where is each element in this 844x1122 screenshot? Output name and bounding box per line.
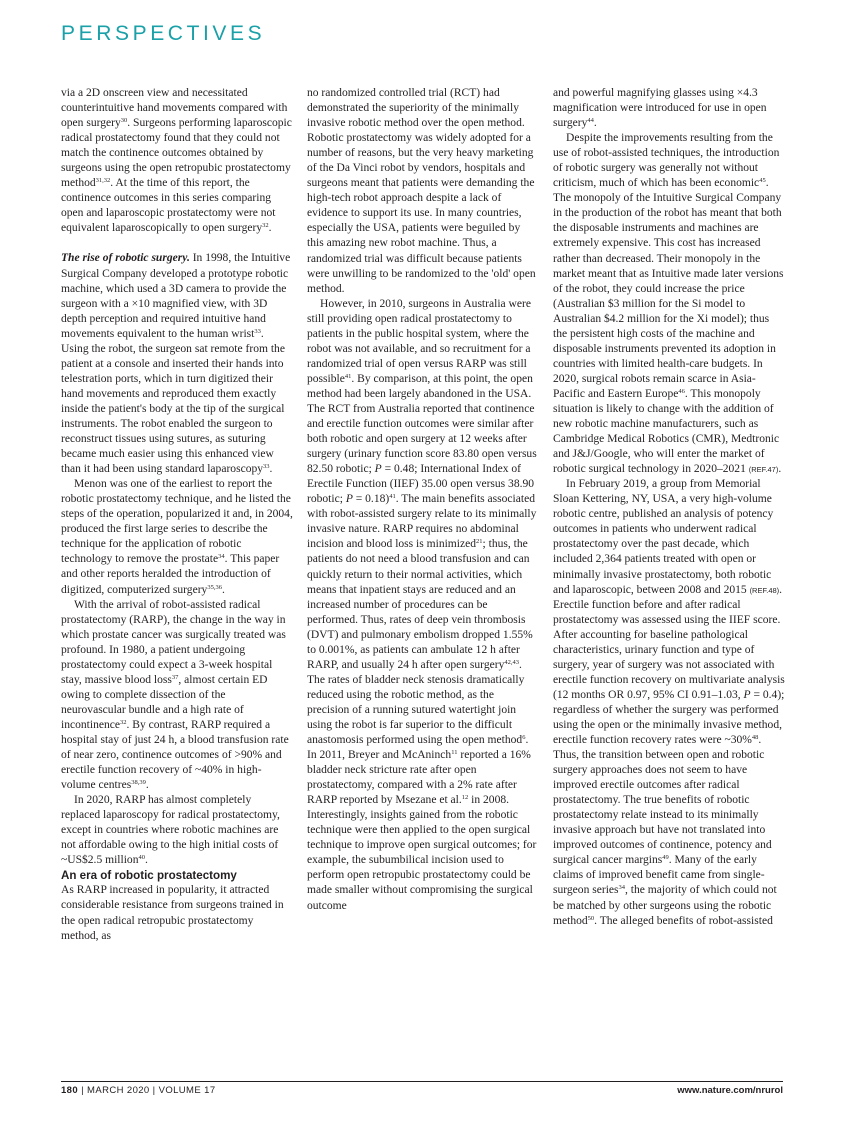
paragraph: The rise of robotic surgery. In 1998, the Intuitive Surgical Company developed a prototype robotic machine, which used a 3D camera to provide the surgeon with a ×10 magnified view, with 3D depth perception and required intuitive hand movements equivalent to the human wrist$^{33}$. Using the robot, the surgeon sat remote from the patient at a console and inserted their hands into telestration ports, which in turn digitized their hand movements and reproduced them exactly inside the patient's body at the tip of the surgical instruments. The robot enabled the surgeon to reconstruct tissues using sutures, as suturing became much easier using this enhanced view than it had been using standard laparoscopy$^{33}$.: [61, 252, 291, 476]
paragraph: However, in 2010, surgeons in Australia were still providing open radical prostatectomy to patients in the public hospital system, where the robot was not available, and so recruitment for a randomized trial of open versus RARP was still possible$^{41}$. By comparison, at this point, the open method had been largely abandoned in the USA. The RCT from Australia reported that continence and erectile function outcomes were similar after both robotic and open surgery at 12 weeks after surgery (urinary function score 83.80 open versus 82.50 robotic; P = 0.48; International Index of Erectile Function (IIEF) 35.00 open versus 38.90 robotic; P = 0.18)$^{41}$. The main benefits associated with robot-assisted surgery relate to its minimally invasive nature. RARP requires no abdominal incision and blood loss is minimized$^{21}$; thus, the patients do not need a blood transfusion and can quickly return to their normal activities, which means that inpatient stays are reduced and an increased number of procedures can be performed. Thus, rates of deep vein thrombosis (DVT) and pulmonary embolism dropped 1.55% to 0.001%, as patients can ambulate 12 h after RARP, and usually 24 h after open surgery$^{42,43}$. The rates of bladder neck stenosis dramatically reduced using the robotic method, as the precision of a running sutured watertight join using the robot is far superior to the difficult anastomosis performed using the open method$^6$. In 2011, Breyer and McAninch$^{11}$ reported a 16% bladder neck stricture rate after open prostatectomy, compared with a 2% rate after RARP reported by Msezane et al.$^{12}$ in 2008. Interestingly, insights gained from the robotic technique were then applied to the open surgical technique to improve open surgical outcomes; for example, the subumbilical incision used to perform open retropubic prostatectomy could be made smaller without compromising the surgical outcome: [307, 297, 537, 912]
paragraph: As RARP increased in popularity, it attracted considerable resistance from surgeons trained in the open radical retropubic prostatectomy method, as: [61, 884, 284, 942]
footer-citation: 180 | MARCH 2020 | VOLUME 17: [61, 1085, 216, 1096]
column-1: [61, 86, 293, 944]
journal-url[interactable]: www.nature.com/nrurol: [677, 1085, 783, 1096]
paragraph: no randomized controlled trial (RCT) had demonstrated the superiority of the minimally invasive robotic method over the open method. Robotic prostatectomy was widely adopted for a number of reasons, but the very heavy marketing of the Da Vinci robot by vendors, hospitals and surgeons meant that patients were demanding the high-tech robot approach despite a lack of evidence to support its use. In many countries, especially the USA, patients were beguiled by this amazing new robot machine. Thus, a randomized trial was difficult because patients were unwilling to be randomized to the 'old' open method.: [307, 87, 536, 295]
paragraph: In 2020, RARP has almost completely replaced laparoscopy for radical prostatectomy, except in countries where robotic machines are not affordable owing to the high initial costs of ~US$2.5 million$^{40}$.: [61, 794, 280, 867]
paragraph: via a 2D onscreen view and necessitated counterintuitive hand movements compared with open surgery$^{30}$. Surgeons performing laparoscopic radical prostatectomy found that they could not match the continence outcomes obtained by surgeons using the open retropubic prostatectomy method$^{31,32}$. At the time of this report, the continence outcomes in this series comparing open and laparoscopic prostatectomy were not equivalent laparoscopically to open surgery$^{32}$.: [61, 87, 292, 235]
column-3: [553, 86, 785, 929]
page-number: 180: [61, 1085, 79, 1096]
subheading-rise-of-robotic-surgery: The rise of robotic surgery.: [61, 252, 190, 265]
paragraph: With the arrival of robot-assisted radical prostatectomy (RARP), the change in the way in which prostate cancer was surgically treated was profound. In 1980, a patient undergoing prostatectomy could expect a 3-week hospital stay, massive blood loss$^{37}$, almost certain ED owing to complete dissection of the neurovascular bundle and a high rate of incontinence$^{32}$. By contrast, RARP required a hospital stay of just 24 h, a blood transfusion rate of near zero, continence outcomes of >90% and erectile function recovery of ~40% in high-volume centres$^{38,39}$.: [61, 598, 289, 792]
footer-rule: [61, 1081, 783, 1082]
paragraph: Menon was one of the earliest to report the robotic prostatectomy technique, and he listed the steps of the operation, popularized it and, in 2004, produced the first large series to describe the technique for the application of robotic technology to remove the prostate$^{34}$. This paper and other reports heralded the introduction of digitized, computerized surgery$^{35,36}$.: [61, 478, 293, 596]
section-header: PERSPECTIVES: [61, 22, 266, 45]
paragraph: Despite the improvements resulting from the use of robot-assisted techniques, the introduction of robotic surgery was generally not without criticism, much of which has been economic$^{45}$. The monopoly of the Intuitive Surgical Company in the production of the robot has meant that both the disposable instruments and machines are extremely expensive. This cost has increased rather than decreased. Their monopoly in the market meant that as Intuitive made later versions of the robot, they could increase the price (Australian $3 million for the Si model to Australian $4.2 million for the Xi model); thus the persistent high costs of the machine and disposable instruments prevented its adoption in countries with limited health-care budgets. In 2020, surgical robots remain scarce in Asia-Pacific and Eastern Europe$^{46}$. This monopoly situation is likely to change with the addition of new robotic machine manufacturers, such as Cambridge Medical Robotics (CMR), Medtronic and J&J/Google, who will enter the market of robotic surgical technology in 2020–2021 (REF.47).: [553, 132, 784, 476]
paragraph: and powerful magnifying glasses using ×4.3 magnification were introduced for use in open surgery$^{44}$.: [553, 87, 767, 130]
paragraph: In February 2019, a group from Memorial Sloan Kettering, NY, USA, a very high-volume robotic centre, published an analysis of potency outcomes in patients who underwent radical prostatectomy over the past decade, which included 2,364 patients treated with open or minimally invasive prostatectomy, both robotic and laparoscopic, between 2008 and 2015 (REF.48). Erectile function before and after radical prostatectomy was assessed using the IIEF score. After accounting for baseline pathological characteristics, urinary function and type of surgery, year of surgery was not associated with erectile function recovery on multivariate analysis (12 months OR 0.97, 95% CI 0.91–1.03, P = 0.4); regardless of whether the surgery was performed using the open or the minimally invasive method, erectile function recovery rates were ~30%$^{48}$. Thus, the transition between open and robotic surgery approaches does not seem to have improved erectile outcomes after radical prostatectomy. The true benefits of robotic prostatectomy relate instead to its minimally invasive approach but have not translated into improved outcomes of continence, potency and surgical cancer margins$^{49}$. Many of the early claims of improved benefit came from single-surgeon series$^{34}$, the majority of which could not be matched by other surgeons using the robotic method$^{50}$. The alleged benefits of robot-assisted: [553, 478, 785, 927]
volume: VOLUME 17: [158, 1085, 216, 1096]
column-2: [307, 86, 539, 914]
subheading-era-of-robotic-prostatectomy: An era of robotic prostatectomy: [61, 869, 237, 883]
issue-date: MARCH 2020: [87, 1085, 150, 1096]
